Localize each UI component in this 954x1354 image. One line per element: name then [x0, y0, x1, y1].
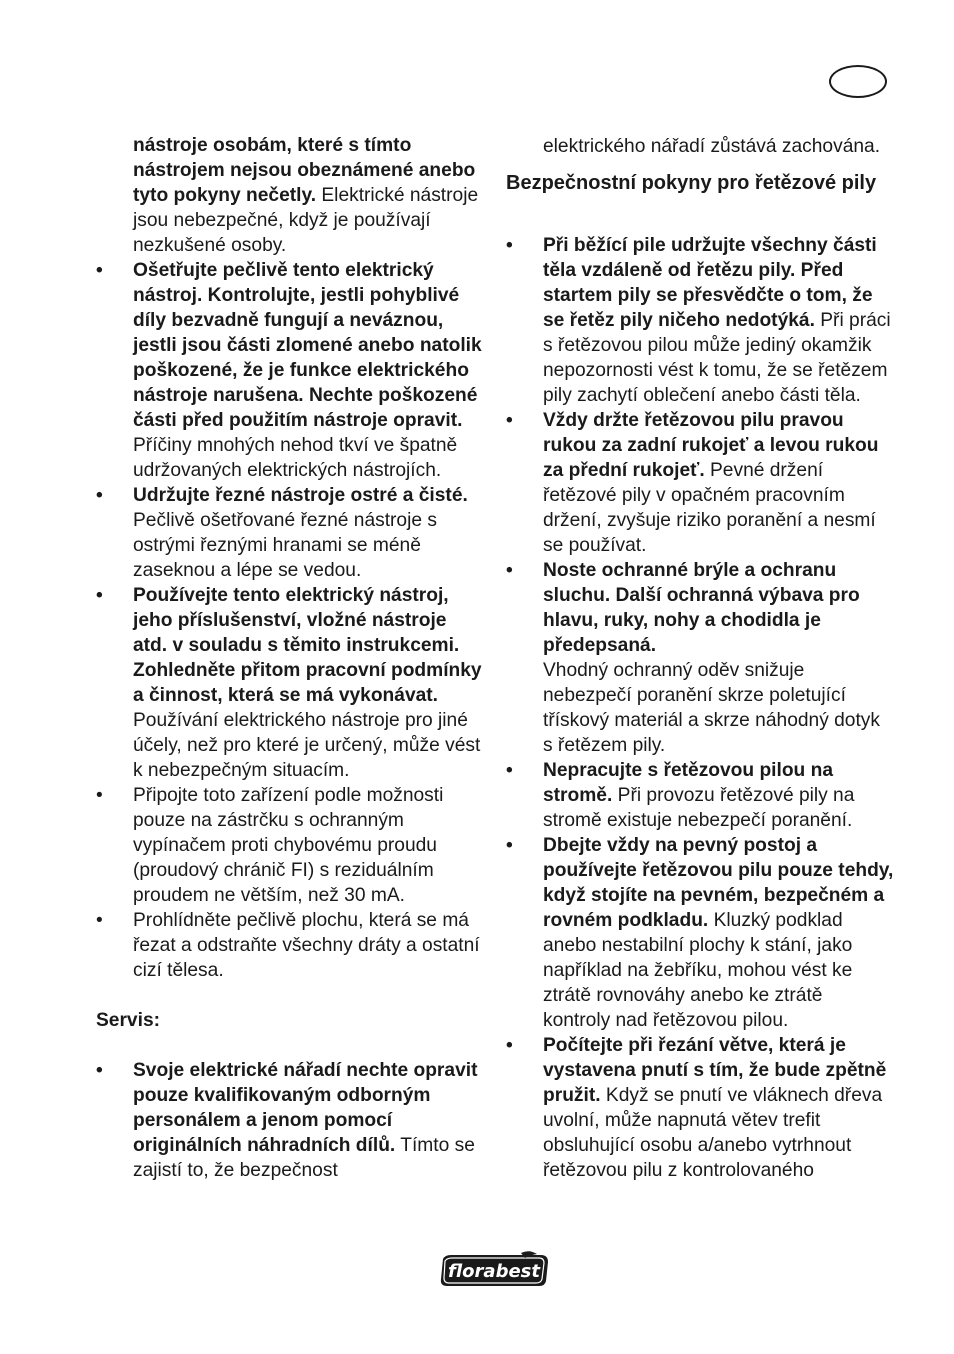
- bullet-icon: •: [96, 1060, 103, 1081]
- item-text: Příčiny mnohých nehod tkví ve špatně udržovaných elektrických nástrojích.: [133, 435, 458, 481]
- list-item: [96, 483, 484, 583]
- list-item: [96, 1058, 484, 1183]
- item-bold: Svoje elektrické nářadí nechte opravit pouze kvalifikovaným odborným personálem a jenom pomocí originálních náhradních dílů.: [133, 1060, 478, 1156]
- list-item: [506, 233, 894, 408]
- list-item: [506, 1033, 894, 1183]
- item-text: Používání elektrického nástroje pro jiné účely, než pro které je určený, může vést k nebezpečným situacím.: [133, 710, 481, 781]
- bullet-icon: •: [506, 235, 513, 256]
- intro-text: Elektrické nástroje jsou nebezpečné, když je používají nezkušené osoby.: [133, 185, 479, 256]
- item-bold: Počítejte při řezání větve, která je vystavena pnutí s tím, že bude zpětně pružit.: [543, 1035, 887, 1106]
- item-text: Vhodný ochranný oděv snižuje nebezpečí poranění skrze poletující třískový materiál a skrze náhodný dotyk s řetězem pily.: [543, 660, 880, 756]
- item-text: Pečlivě ošetřované řezné nástroje s ostrými řeznými hranami se méně zaseknou a lépe se vedou.: [133, 510, 437, 581]
- list-item: [96, 783, 484, 908]
- bullet-icon: •: [96, 785, 103, 806]
- item-bold: Vždy držte řetězovou pilu pravou rukou za zadní rukojeť a levou rukou za přední rukojeť.: [543, 410, 879, 481]
- list-item: [96, 908, 484, 983]
- list-item: [506, 558, 894, 758]
- item-text: Při práci s řetězovou pilou může jediný okamžik nepozornosti vést k tomu, že se řetězem pily zachytí oblečení anebo části těla.: [543, 310, 891, 406]
- logo-text: florabest: [448, 1261, 540, 1282]
- item-text: Tímto se zajistí to, že bezpečnost: [133, 1135, 475, 1181]
- item-bold: Noste ochranné brýle a ochranu sluchu. Další ochranná výbava pro hlavu, ruky, nohy a chodidla je předepsaná.: [543, 560, 860, 656]
- servis-heading: Servis:: [96, 1010, 160, 1031]
- bullet-icon: •: [506, 835, 513, 856]
- list-item: [506, 408, 894, 558]
- bullet-icon: •: [96, 585, 103, 606]
- bullet-icon: •: [506, 410, 513, 431]
- list-item: [96, 258, 484, 483]
- bullet-icon: •: [506, 1035, 513, 1056]
- item-text: Pevné držení řetězové pily v opačném pracovním držení, zvyšuje riziko poranění a nesmí se používat.: [543, 460, 876, 556]
- bullet-icon: •: [506, 760, 513, 781]
- item-bold-2: Zohledněte přitom pracovní podmínky a činnost, která se má vykonávat.: [133, 660, 482, 706]
- section-heading: Bezpečnostní pokyny pro řetězové pily: [506, 172, 877, 194]
- item-text: Kluzký podklad anebo nestabilní plochy k stání, jako například na žebříku, mohou vést ke ztrátě rovnováhy anebo ke ztrátě kontroly nad řetězovou pilou.: [543, 910, 853, 1031]
- item-bold: Udržujte řezné nástroje ostré a čisté.: [133, 485, 468, 506]
- item-bold: Při běžící pile udržujte všechny části těla vzdáleně od řetězu pily. Před startem pily se přesvědčte o tom, že se řetěz pily ničeho nedotýká.: [543, 235, 877, 331]
- item-text: Když se pnutí ve vláknech dřeva uvolní, může napnutá větev trefit obsluhující osobu a/anebo vytrhnout řetězovou pilu z kontrolovaného: [543, 1085, 883, 1181]
- item-bold: Ošetřujte pečlivě tento elektrický nástroj. Kontrolujte, jestli pohyblivé díly bezvadně fungují a neváznou, jestli jsou části zlomené anebo natolik poškozené, že je funkce elektrického nástroje narušena. Nechte poškozené části před použitím nástroje opravit.: [133, 260, 482, 431]
- intro-continuation: [96, 133, 484, 258]
- continuation-text: [506, 134, 894, 159]
- bullet-icon: •: [96, 485, 103, 506]
- bullet-icon: •: [506, 560, 513, 581]
- intro-bold: nástroje osobám, které s tímto nástrojem nejsou obeznámené anebo tyto pokyny nečetly.: [133, 135, 476, 206]
- language-badge: [829, 65, 887, 98]
- item-text: Připojte toto zařízení podle možnosti pouze na zástrčku s ochranným vypínačem proti chybovému proudu (proudový chránič FI) s reziduálním proudem ne větším, než 30 mA.: [133, 785, 444, 906]
- list-item: [506, 833, 894, 1033]
- list-item: [506, 758, 894, 833]
- item-text: Při provozu řetězové pily na stromě existuje nebezpečí poranění.: [543, 785, 855, 831]
- florabest-logo: [437, 1251, 550, 1289]
- item-bold: Nepracujte s řetězovou pilou na stromě.: [543, 760, 834, 806]
- item-bold: Dbejte vždy na pevný postoj a používejte řetězovou pilu pouze tehdy, když stojíte na pevném, bezpečném a rovném podkladu.: [543, 835, 894, 931]
- left-column: [96, 133, 484, 1183]
- continuation-line: elektrického nářadí zůstává zachována.: [543, 136, 881, 157]
- item-bold: Používejte tento elektrický nástroj, jeho příslušenství, vložné nástroje atd. v souladu s těmito instrukcemi.: [133, 585, 460, 656]
- bullet-icon: •: [96, 910, 103, 931]
- list-item: [96, 583, 484, 783]
- item-text: Prohlídněte pečlivě plochu, která se má řezat a odstraňte všechny dráty a ostatní cizí tělesa.: [133, 910, 480, 981]
- right-column: [506, 134, 894, 1183]
- bullet-icon: •: [96, 260, 103, 281]
